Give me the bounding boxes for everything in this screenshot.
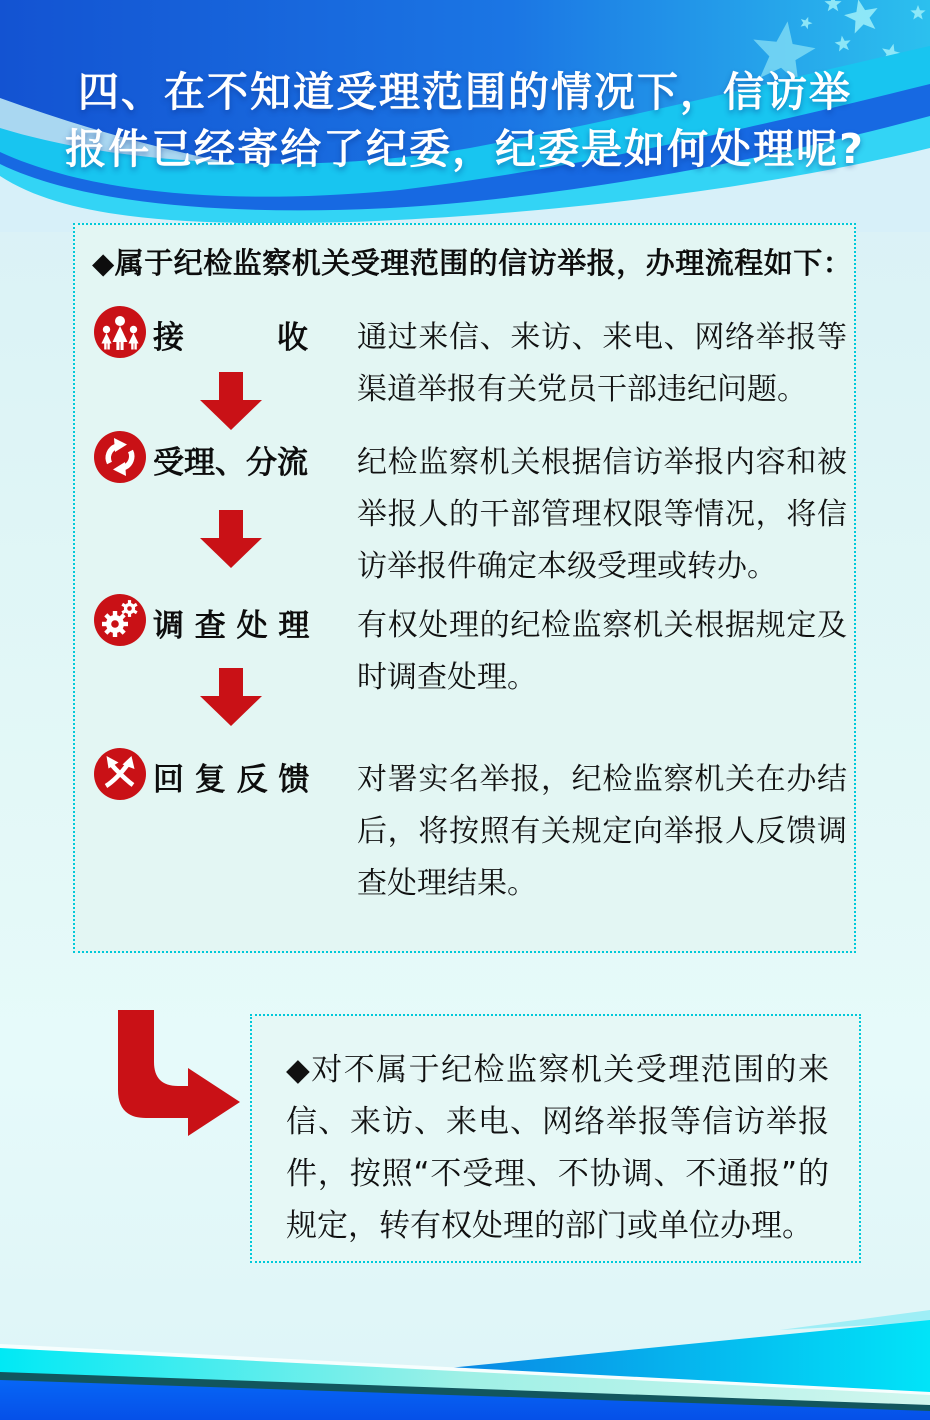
step-row-feedback [75,748,854,908]
step-description: 对署实名举报，纪检监察机关在办结后，将按照有关规定向举报人反馈调查处理结果。 [357,762,847,901]
process-panel-heading: ◆属于纪检监察机关受理范围的信访举报，办理流程如下： [92,246,853,280]
step-label: 回 复 反 馈 [153,762,310,798]
step-description: 纪检监察机关根据信访举报内容和被举报人的干部管理权限等情况，将信访举报件确定本级受理或转办。 [357,445,847,584]
step-description: 有权处理的纪检监察机关根据规定及时调查处理。 [357,608,847,695]
step-row-investigate [75,594,854,754]
step-label: 接 收 [153,320,308,356]
page-title-line-1: 四、在不知道受理范围的情况下，信访举 [78,68,852,116]
process-panel [73,223,856,953]
footer-background [0,1288,930,1420]
crossed-arrows-icon [94,748,146,800]
people-icon [94,306,146,358]
step-label: 调 查 处 理 [153,608,310,644]
page-title [0,64,930,178]
step-row-accept-divert [75,431,854,591]
branch-arrow-icon [100,1010,245,1150]
cycle-icon [94,431,146,483]
note-text: ◆对不属于纪检监察机关受理范围的来信、来访、来电、网络举报等信访举报件，按照“不受理、不协调、不通报”的规定，转有权处理的部门或单位办理。 [286,1052,829,1244]
gears-icon [94,594,146,646]
down-arrow-icon [200,372,262,430]
down-arrow-icon [200,668,262,726]
note-panel [250,1014,861,1263]
down-arrow-icon [200,510,262,568]
step-label: 受理、分流 [153,445,308,481]
page-title-line-2: 报件已经寄给了纪委，纪委是如何处理呢? [65,125,865,173]
step-description: 通过来信、来访、来电、网络举报等渠道举报有关党员干部违纪问题。 [357,320,847,407]
